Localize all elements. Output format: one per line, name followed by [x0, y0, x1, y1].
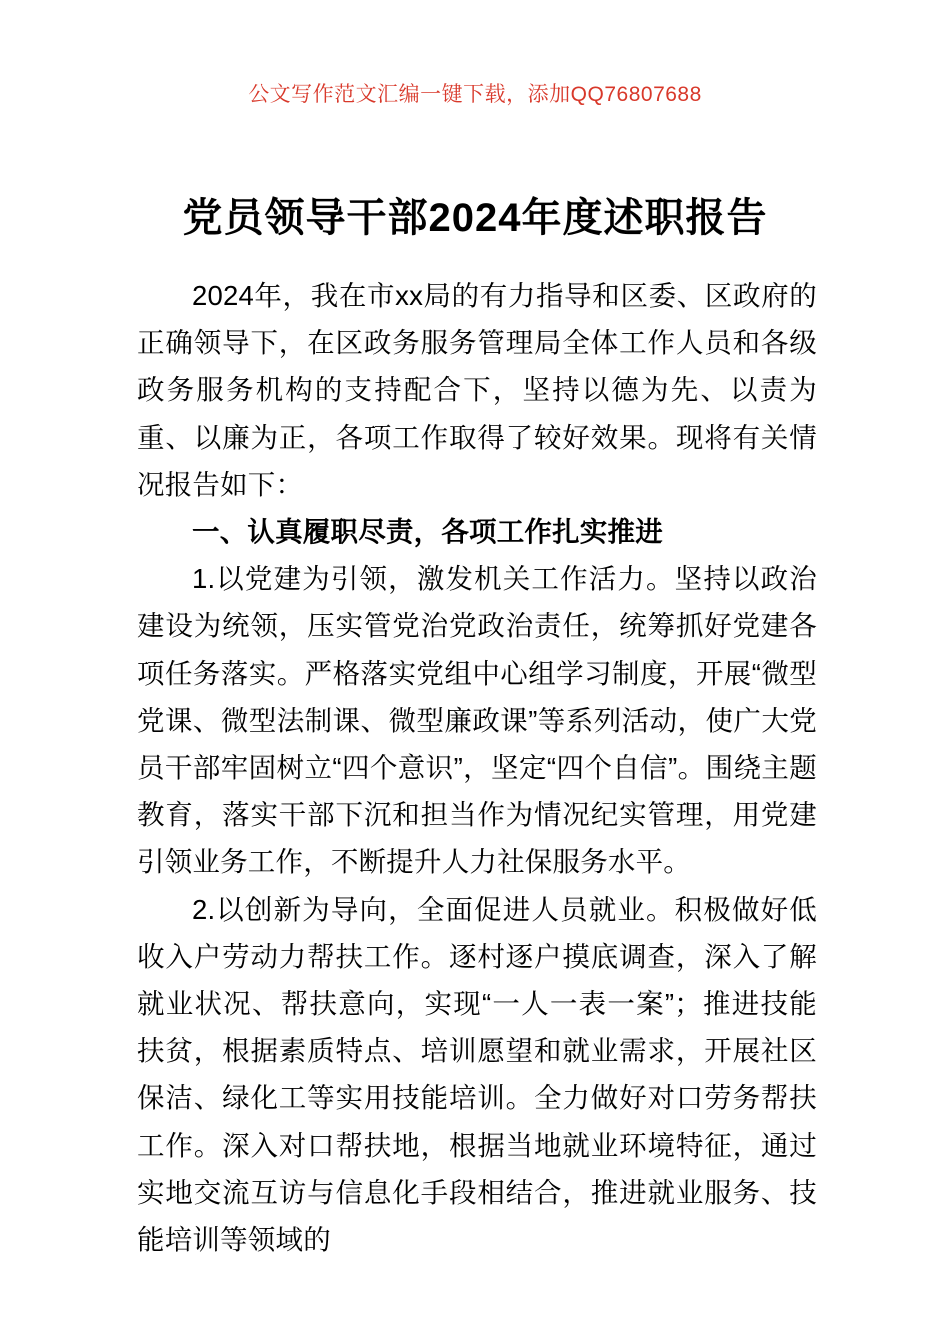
paragraph-intro: 2024年，我在市xx局的有力指导和区委、区政府的正确领导下，在区政务服务管理局全体工作人员和各级政务服务机构的支持配合下，坚持以德为先、以责为重、以廉为正，各项工作取得了较好效果。现将有关情况报告如下： — [137, 280, 817, 500]
promo-watermark-header: 公文写作范文汇编一键下载，添加QQ76807688 — [248, 83, 702, 106]
page-title: 党员领导干部2024年度述职报告 — [182, 195, 768, 240]
document-body — [137, 272, 817, 1263]
paragraph-item-1: 1.以党建为引领，激发机关工作活力。坚持以政治建设为统领，压实管党治党政治责任，统筹抓好党建各项任务落实。严格落实党组中心组学习制度，开展“微型党课、微型法制课、微型廉政课”等系列活动，使广大党员干部牢固树立“四个意识”，坚定“四个自信”。围绕主题教育，落实干部下沉和担当作为情况纪实管理，用党建引领业务工作，不断提升人力社保服务水平。 — [137, 563, 817, 878]
section-heading-1: 一、认真履职尽责，各项工作扎实推进 — [192, 516, 663, 548]
paragraph-item-2: 2.以创新为导向，全面促进人员就业。积极做好低收入户劳动力帮扶工作。逐村逐户摸底调查，深入了解就业状况、帮扶意向，实现“一人一表一案”；推进技能扶贫，根据素质特点、培训愿望和就业需求，开展社区保洁、绿化工等实用技能培训。全力做好对口劳务帮扶工作。深入对口帮扶地，根据当地就业环境特征，通过实地交流互访与信息化手段相结合，推进就业服务、技能培训等领域的 — [137, 893, 817, 1256]
